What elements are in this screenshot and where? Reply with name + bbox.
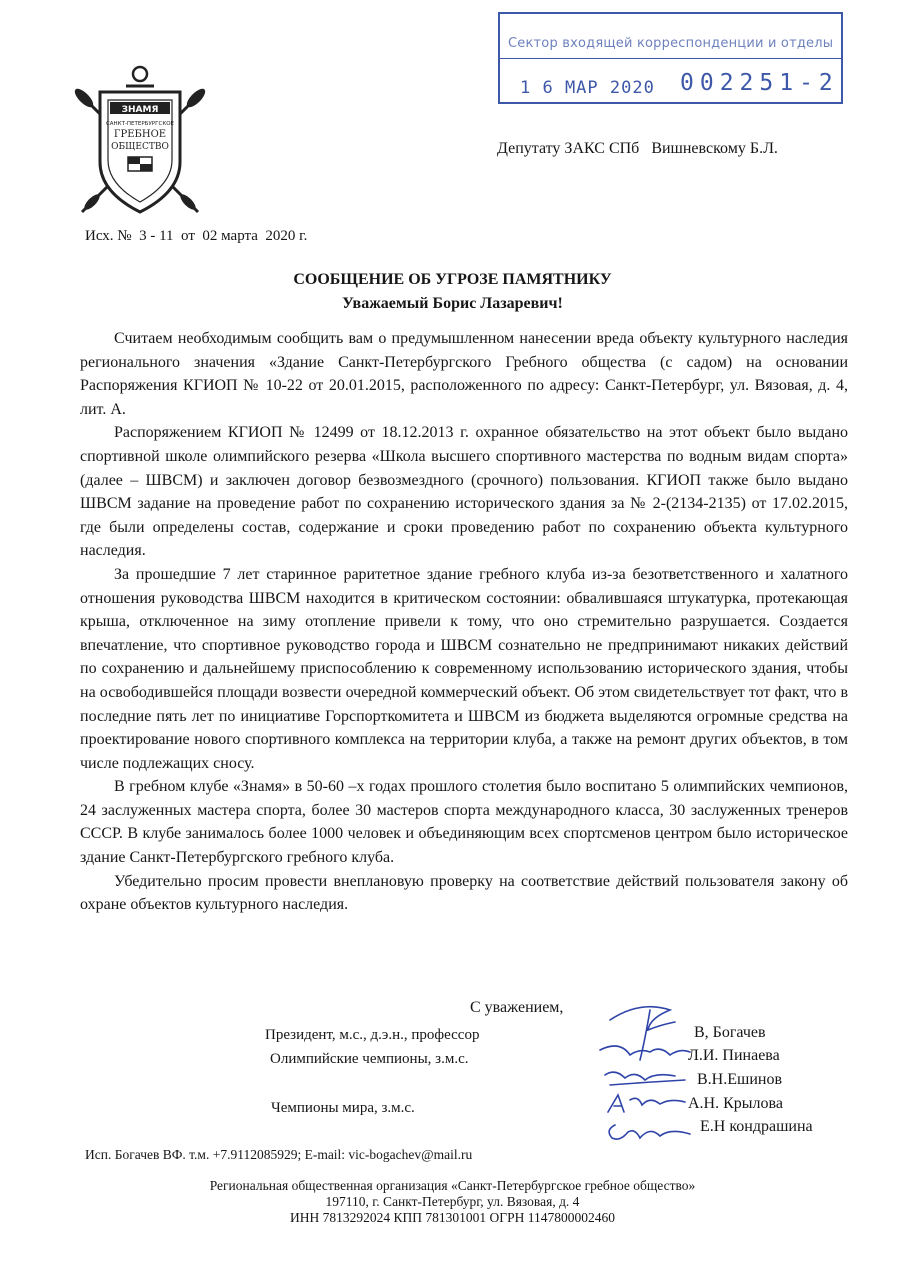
executor-contact: Исп. Богачев ВФ. т.м. +7.9112085929; E-mail: vic-bogachev@mail.ru — [85, 1147, 473, 1162]
role-president: Президент, м.с., д.э.н., профессор — [265, 1027, 480, 1043]
footer-address: 197110, г. Санкт-Петербург, ул. Вязовая, д. 4 — [325, 1194, 580, 1209]
signature-mark — [608, 1095, 685, 1112]
signer-name: А.Н. Крылова — [688, 1095, 783, 1112]
paragraph: За прошедшие 7 лет старинное раритетное здание гребного клуба из-за безответственного и халатного отношения руководства ШВСМ находится в критическом состоянии: обвалившаяся штукатурка, протекающая крыша, отключенное на зиму отопление привели к тому, что оно стремительно разрушается. Создается впечатление, что спортивное руководство города и ШВСМ сознательно не предпринимают никаких действий по сохранению и дальнейшему приспособлению к современному использованию исторического здания, чтобы на освободившейся площади возвести очередной коммерческий объект. Об этом свидетельствует тот факт, что в последние пять лет по инициативе Горспорткомитета и ШВСМ из бюджета выделяются огромные средства на проектирование нового спортивного комплекса на территории клуба, а также на ремонт других объектов, в том числе подлежащих сносу. — [80, 565, 848, 772]
addressee: Депутату ЗАКС СПб Вишневскому Б.Л. — [497, 140, 778, 157]
footer-registration: ИНН 7813292024 КПП 781301001 ОГРН 1147800002460 — [290, 1210, 615, 1225]
logo-line: САНКТ-ПЕТЕРБУРГСКОЕ — [105, 121, 175, 127]
signature-mark — [609, 1125, 690, 1139]
rowing-society-logo — [70, 62, 210, 222]
paragraph: Распоряжением КГИОП № 12499 от 18.12.2013 г. охранное обязательство на этот объект было выдано спортивной школе олимпийского резерва «Школа высшего спортивного мастерства по водным видам спорта» (далее – ШВСМ) и заключен договор безвозмездного (срочного) пользования. КГИОП также было выдано ШВСМ задание на проведение работ по сохранению исторического здания за № 2-(2134-2135) от 17.02.2015, где были определены состав, содержание и сроки проведению работ по сохранению объекта культурного наследия. — [80, 424, 848, 560]
paragraph: Считаем необходимым сообщить вам о предумышленном нанесении вреда объекту культурного наследия регионального значения «Здание Санкт-Петербургского Гребного общества (с садом) на основании Распоряжения КГИОП № 10-22 от 20.01.2015, расположенного по адресу: Санкт-Петербург, ул. Вязовая, д. 4, лит. А. — [80, 330, 848, 418]
signer-name: В, Богачев — [694, 1024, 766, 1041]
paragraph: Убедительно просим провести внеплановую проверку на соответствие действий пользователя закону об охране объектов культурного наследия. — [80, 872, 848, 914]
signer-name: В.Н.Ешинов — [697, 1071, 782, 1088]
paragraph: В гребном клубе «Знамя» в 50-60 –х годах прошлого столетия было воспитано 5 олимпийских чемпионов, 24 заслуженных мастера спорта, более 30 мастеров спорта международного класса, 30 заслуженных тренеров СССР. В клубе занималось более 1000 человек и объединяющим всех спортсменов центром было историческое здание Санкт-Петербургского гребного клуба. — [80, 778, 848, 867]
signature-mark — [600, 1046, 690, 1055]
incoming-stamp — [498, 12, 843, 104]
stamp-divider — [500, 58, 841, 59]
role-world-champions: Чемпионы мира, з.м.с. — [271, 1100, 415, 1116]
logo-line: ОБЩЕСТВО — [111, 142, 169, 152]
signature-mark — [605, 1072, 685, 1085]
handwritten-signatures — [590, 1000, 700, 1150]
stamp-title: Сектор входящей корреспонденции и отделы — [508, 36, 834, 51]
footer-organization: Региональная общественная организация «Санкт-Петербургское гребное общество» — [209, 1178, 696, 1193]
letter-body — [80, 327, 848, 917]
role-olympic-champions: Олимпийские чемпионы, з.м.с. — [270, 1051, 469, 1067]
stamp-date: 1 6 МАР 2020 — [520, 78, 655, 98]
stamp-number: 002251-2 — [680, 70, 839, 96]
document-title: СООБЩЕНИЕ ОБ УГРОЗЕ ПАМЯТНИКУ — [293, 271, 612, 288]
greeting: Уважаемый Борис Лазаревич! — [342, 295, 563, 312]
closing-regards: С уважением, — [470, 999, 564, 1016]
signer-name: Л.И. Пинаева — [688, 1047, 780, 1064]
signer-name: Е.Н кондрашина — [700, 1118, 813, 1135]
anchor-oars-icon — [70, 62, 210, 222]
outgoing-number: Исх. № 3 - 11 от 02 марта 2020 г. — [85, 228, 308, 244]
logo-top-text: ЗНАМЯ — [121, 105, 159, 115]
logo-line: ГРЕБНОЕ — [113, 129, 167, 140]
